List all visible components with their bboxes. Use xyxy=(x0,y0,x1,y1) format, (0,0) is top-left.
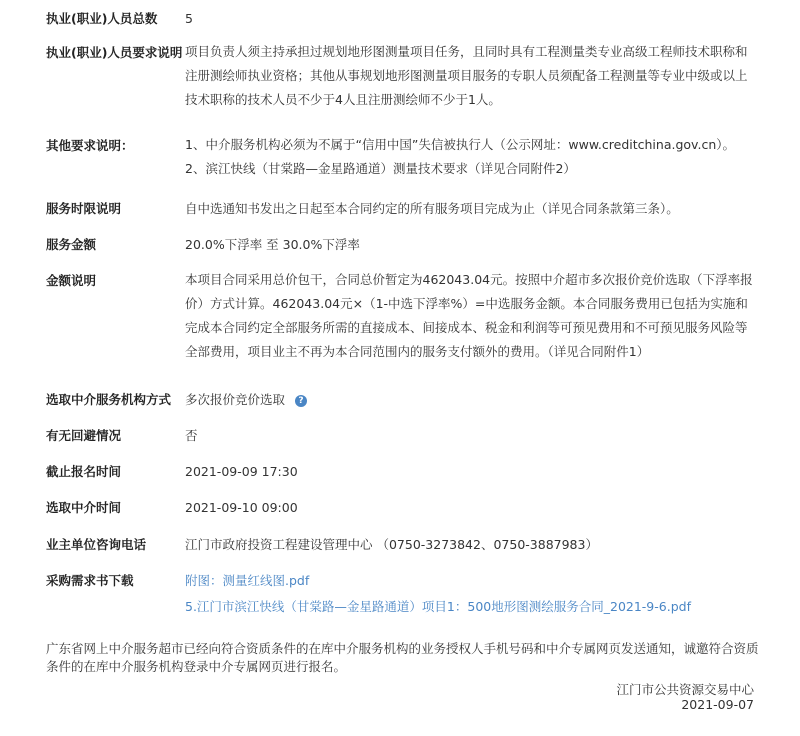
footer xyxy=(616,682,754,712)
footer-org: 江门市公共资源交易中心 xyxy=(616,682,754,697)
downloads-label: 采购需求书下载 xyxy=(46,573,134,588)
other-requirements-value: 1、中介服务机构必须为不属于“信用中国”失信被执行人（公示网址：www.creditchina.gov.cn）。 2、滨江快线（甘棠路—金星路通道）测量技术要求（详见合同附件2） xyxy=(185,137,735,176)
service-period-label: 服务时限说明 xyxy=(46,201,122,216)
download-link-contract[interactable]: 5.江门市滨江快线（甘棠路—金星路通道）项目1：500地形图测绘服务合同_2021-9-6.pdf xyxy=(185,599,691,614)
staff-requirements-value: 项目负责人须主持承担过规划地形图测量项目任务，且同时具有工程测量类专业高级工程师技术职称和注册测绘师执业资格；其他从事规划地形图测量项目服务的专职人员须配备工程测量等专业中级或以上技术职称的技术人员不少于4人且注册测绘师不少于1人。 xyxy=(185,44,748,107)
selection-method-label: 选取中介服务机构方式 xyxy=(46,392,172,407)
registration-deadline-value: 2021-09-09 17:30 xyxy=(185,464,298,479)
download-link-survey-map[interactable]: 附图：测量红线图.pdf xyxy=(185,573,310,588)
selection-time-label: 选取中介时间 xyxy=(46,500,122,515)
avoidance-value: 否 xyxy=(185,428,198,443)
notice-text: 广东省网上中介服务超市已经向符合资质条件的在库中介服务机构的业务授权人手机号码和中介专属网页发送通知，诚邀符合资质条件的在库中介服务机构登录中介专属网页进行报名。 xyxy=(46,641,759,674)
service-period-value: 自中选通知书发出之日起至本合同约定的所有服务项目完成为止（详见合同条款第三条）。 xyxy=(185,201,679,216)
staff-requirements-label: 执业(职业)人员要求说明 xyxy=(46,45,183,60)
service-amount-value: 20.0%下浮率 至 30.0%下浮率 xyxy=(185,237,360,252)
avoidance-label: 有无回避情况 xyxy=(46,428,122,443)
selection-time-value: 2021-09-10 09:00 xyxy=(185,500,298,515)
downloads-list xyxy=(185,572,755,616)
service-amount-label: 服务金额 xyxy=(46,237,97,252)
help-icon[interactable]: ? xyxy=(295,395,307,407)
staff-total-value: 5 xyxy=(185,11,193,26)
registration-deadline-label: 截止报名时间 xyxy=(46,464,122,479)
staff-total-label: 执业(职业)人员总数 xyxy=(46,11,158,26)
amount-description-label: 金额说明 xyxy=(46,273,97,288)
other-requirements-label: 其他要求说明： xyxy=(46,138,134,153)
selection-method-value-wrap xyxy=(185,391,755,409)
owner-contact-value: 江门市政府投资工程建设管理中心 （0750-3273842、0750-3887983） xyxy=(185,537,598,552)
footer-date: 2021-09-07 xyxy=(681,697,754,712)
selection-method-value: 多次报价竞价选取 xyxy=(185,392,286,407)
amount-description-value: 本项目合同采用总价包干，合同总价暂定为462043.04元。按照中介超市多次报价竞价选取（下浮率报价）方式计算。462043.04元×（1-中选下浮率%）=中选服务金额。本合同服务费用已包括为实施和完成本合同约定全部服务所需的直接成本、间接成本、税金和利润等可预见费用和不可预见服务风险等全部费用，项目业主不再为本合同范围内的服务支付额外的费用。（详见合同附件1） xyxy=(185,272,753,359)
owner-contact-label: 业主单位咨询电话 xyxy=(46,537,147,552)
